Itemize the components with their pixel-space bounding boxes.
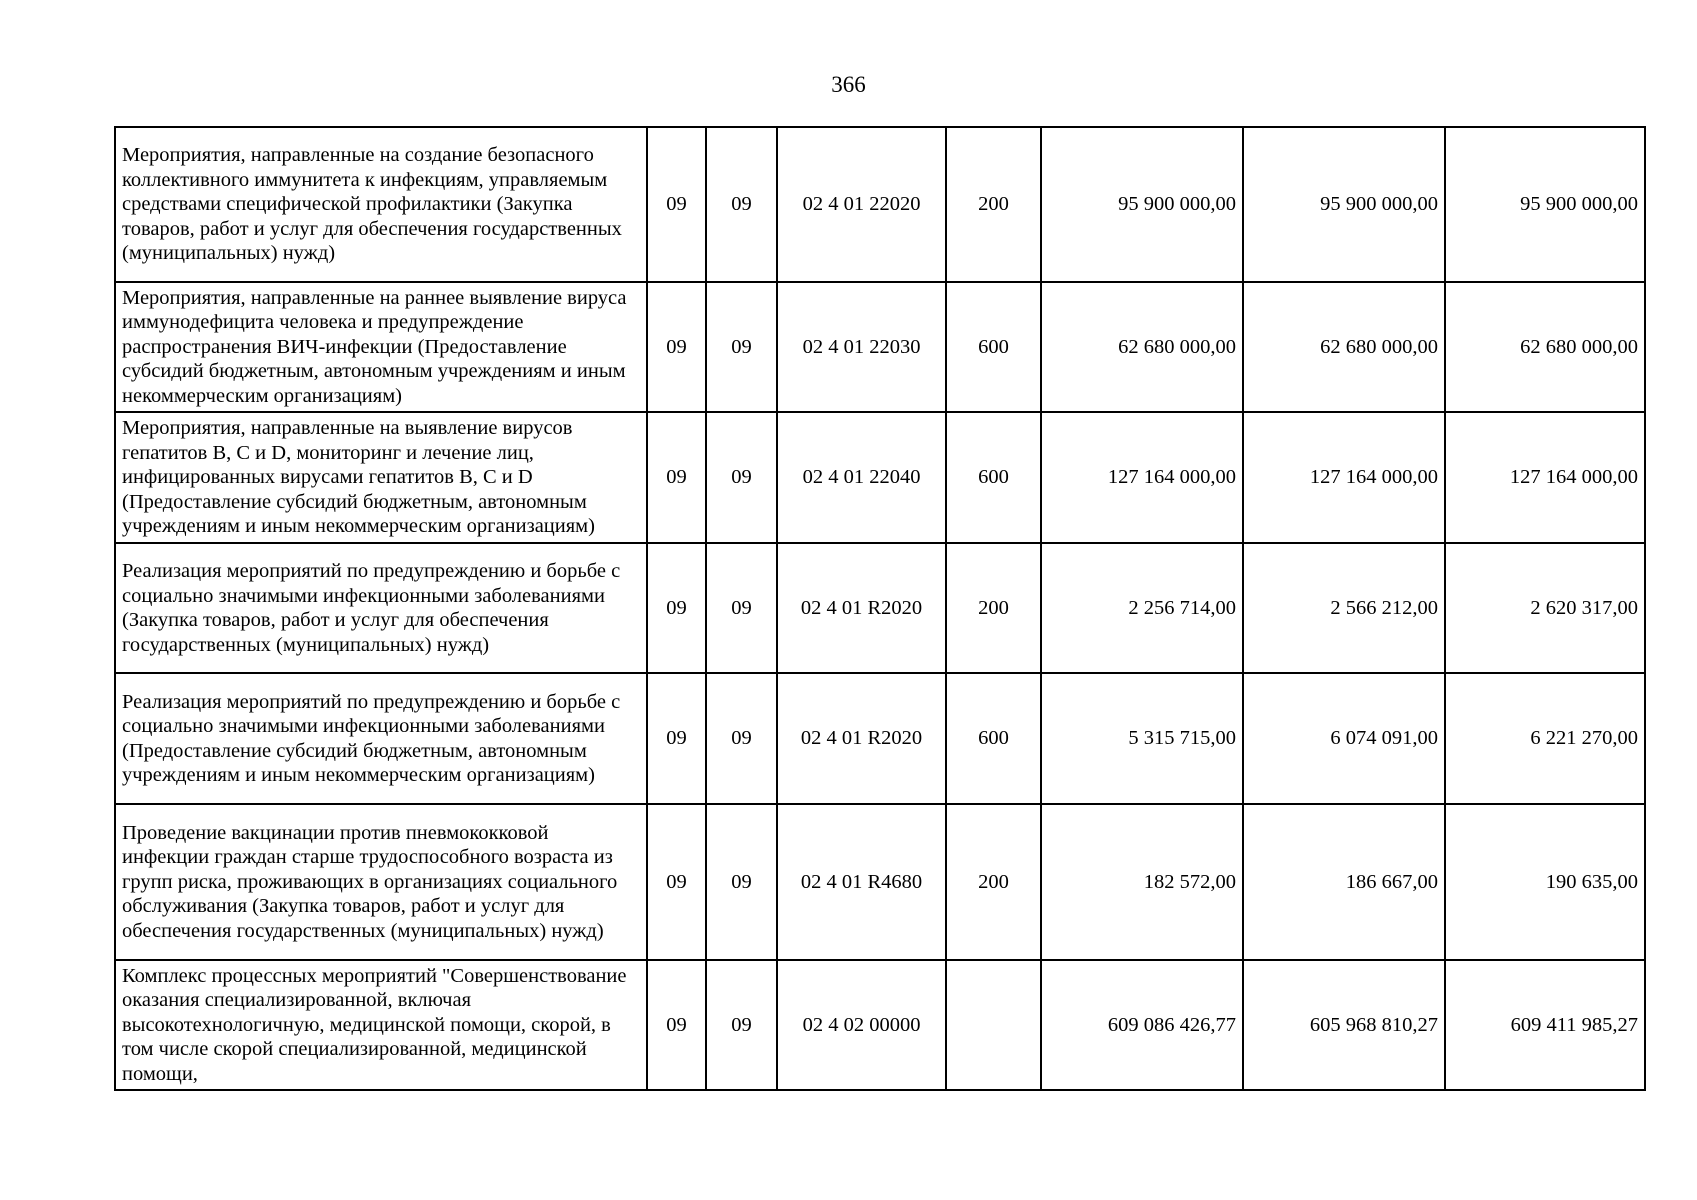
row-amount-3: 6 221 270,00 xyxy=(1445,673,1645,804)
row-amount-1: 5 315 715,00 xyxy=(1041,673,1243,804)
row-subsection: 09 xyxy=(706,673,777,804)
row-amount-1: 62 680 000,00 xyxy=(1041,282,1243,412)
table-row xyxy=(115,804,1645,960)
row-expense-type: 600 xyxy=(946,412,1041,543)
table-row xyxy=(115,673,1645,804)
row-amount-3: 127 164 000,00 xyxy=(1445,412,1645,543)
row-target-article: 02 4 01 22040 xyxy=(777,412,946,543)
table-row xyxy=(115,282,1645,412)
row-amount-2: 2 566 212,00 xyxy=(1243,543,1445,673)
row-target-article: 02 4 01 22030 xyxy=(777,282,946,412)
row-target-article: 02 4 01 R2020 xyxy=(777,673,946,804)
table-row xyxy=(115,960,1645,1090)
table-row xyxy=(115,127,1645,282)
row-subsection: 09 xyxy=(706,960,777,1090)
row-expense-type: 200 xyxy=(946,804,1041,960)
row-expense-type: 200 xyxy=(946,543,1041,673)
row-amount-3: 2 620 317,00 xyxy=(1445,543,1645,673)
row-amount-2: 127 164 000,00 xyxy=(1243,412,1445,543)
table-body xyxy=(115,127,1645,1090)
budget-table xyxy=(114,126,1646,1091)
row-section: 09 xyxy=(647,282,706,412)
row-amount-2: 95 900 000,00 xyxy=(1243,127,1445,282)
row-description: Комплекс процессных мероприятий "Совершенствование оказания специализированной, включая высокотехнологичную, медицинской помощи, скорой, в том числе скорой специализированной, медицинской помощи, xyxy=(115,960,647,1090)
row-amount-2: 605 968 810,27 xyxy=(1243,960,1445,1090)
row-section: 09 xyxy=(647,543,706,673)
row-description: Проведение вакцинации против пневмококковой инфекции граждан старше трудоспособного возраста из групп риска, проживающих в организациях социального обслуживания (Закупка товаров, работ и услуг для обеспечения государственных (муниципальных) нужд) xyxy=(115,804,647,960)
row-target-article: 02 4 01 R4680 xyxy=(777,804,946,960)
row-description: Мероприятия, направленные на выявление вирусов гепатитов B, C и D, мониторинг и лечение лиц, инфицированных вирусами гепатитов B, C и D (Предоставление субсидий бюджетным, автономным учреждениям и иным некоммерческим организациям) xyxy=(115,412,647,543)
row-target-article: 02 4 02 00000 xyxy=(777,960,946,1090)
row-amount-3: 190 635,00 xyxy=(1445,804,1645,960)
row-section: 09 xyxy=(647,960,706,1090)
page-number: 366 xyxy=(831,72,866,97)
row-amount-1: 182 572,00 xyxy=(1041,804,1243,960)
row-amount-3: 62 680 000,00 xyxy=(1445,282,1645,412)
row-expense-type: 600 xyxy=(946,282,1041,412)
row-description: Мероприятия, направленные на создание безопасного коллективного иммунитета к инфекциям, управляемым средствами специфической профилактики (Закупка товаров, работ и услуг для обеспечения государственных (муниципальных) нужд) xyxy=(115,127,647,282)
row-description: Реализация мероприятий по предупреждению и борьбе с социально значимыми инфекционными заболеваниями (Предоставление субсидий бюджетным, автономным учреждениям и иным некоммерческим организациям) xyxy=(115,673,647,804)
row-amount-1: 2 256 714,00 xyxy=(1041,543,1243,673)
row-section: 09 xyxy=(647,127,706,282)
row-expense-type xyxy=(946,960,1041,1090)
table-row xyxy=(115,412,1645,543)
row-subsection: 09 xyxy=(706,127,777,282)
row-section: 09 xyxy=(647,804,706,960)
row-expense-type: 600 xyxy=(946,673,1041,804)
row-target-article: 02 4 01 22020 xyxy=(777,127,946,282)
row-subsection: 09 xyxy=(706,804,777,960)
row-description: Мероприятия, направленные на раннее выявление вируса иммунодефицита человека и предупреждение распространения ВИЧ-инфекции (Предоставление субсидий бюджетным, автономным учреждениям и иным некоммерческим организациям) xyxy=(115,282,647,412)
row-amount-2: 62 680 000,00 xyxy=(1243,282,1445,412)
row-amount-2: 186 667,00 xyxy=(1243,804,1445,960)
row-description: Реализация мероприятий по предупреждению и борьбе с социально значимыми инфекционными заболеваниями (Закупка товаров, работ и услуг для обеспечения государственных (муниципальных) нужд) xyxy=(115,543,647,673)
row-target-article: 02 4 01 R2020 xyxy=(777,543,946,673)
row-amount-3: 95 900 000,00 xyxy=(1445,127,1645,282)
row-subsection: 09 xyxy=(706,543,777,673)
row-subsection: 09 xyxy=(706,282,777,412)
row-amount-1: 609 086 426,77 xyxy=(1041,960,1243,1090)
row-subsection: 09 xyxy=(706,412,777,543)
row-section: 09 xyxy=(647,412,706,543)
row-amount-2: 6 074 091,00 xyxy=(1243,673,1445,804)
row-section: 09 xyxy=(647,673,706,804)
row-amount-1: 127 164 000,00 xyxy=(1041,412,1243,543)
row-amount-3: 609 411 985,27 xyxy=(1445,960,1645,1090)
row-expense-type: 200 xyxy=(946,127,1041,282)
row-amount-1: 95 900 000,00 xyxy=(1041,127,1243,282)
table-row xyxy=(115,543,1645,673)
